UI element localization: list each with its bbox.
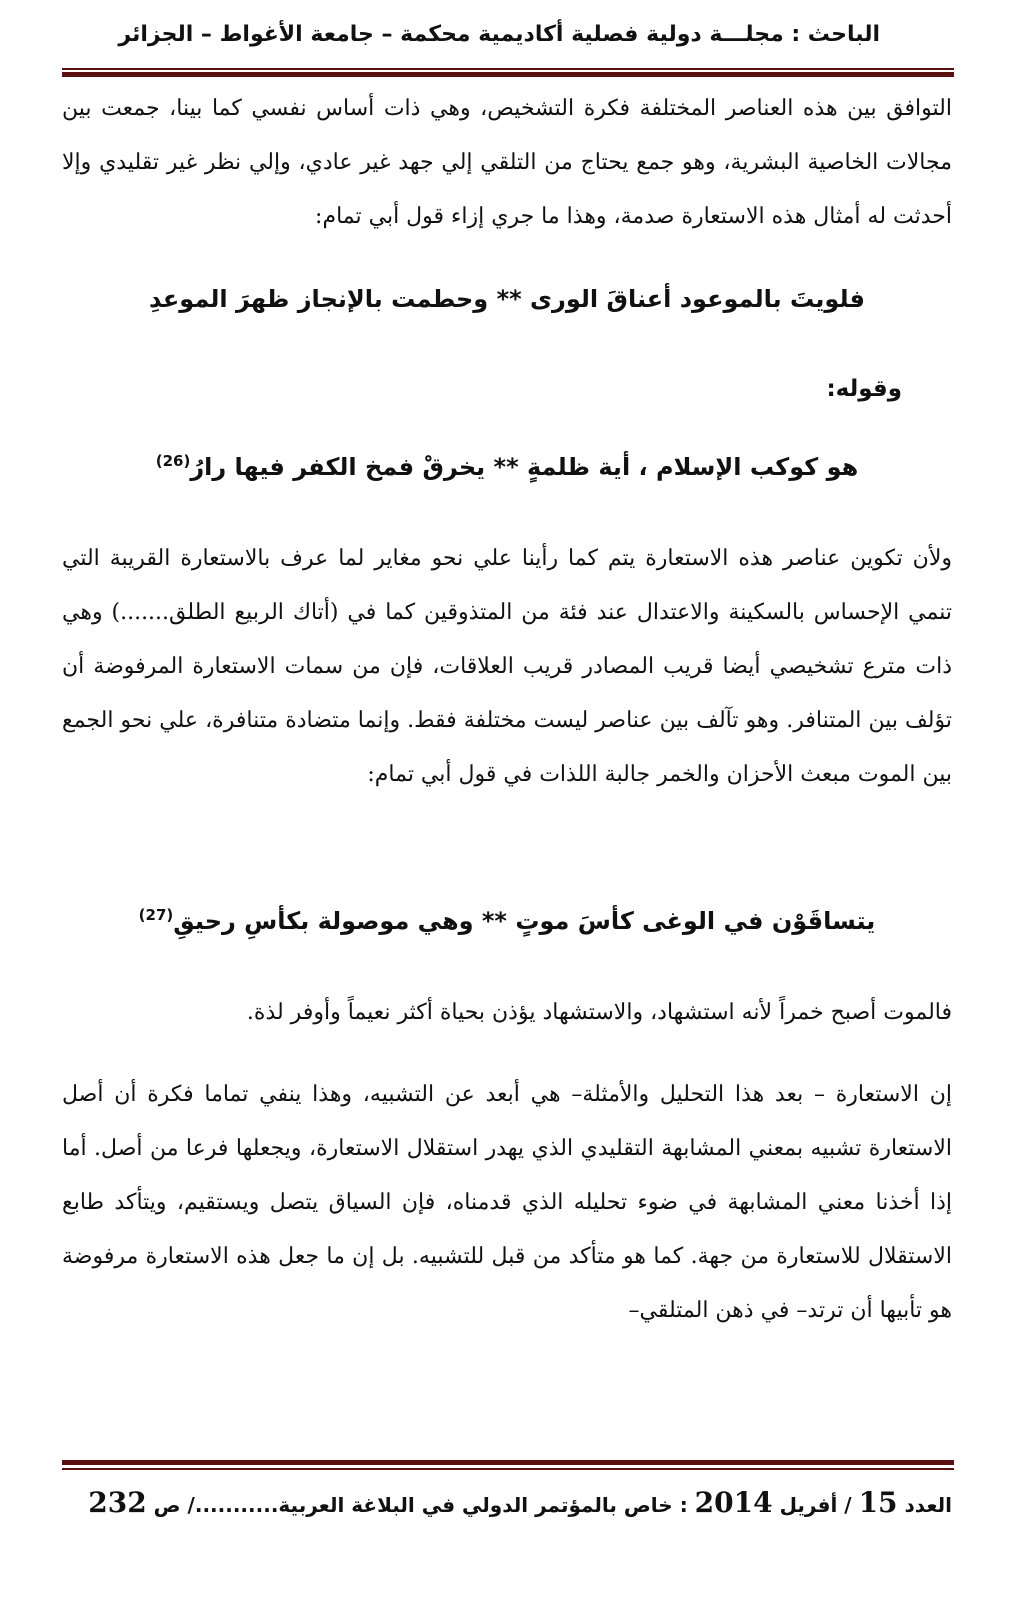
special-issue-note: : خاص بالمؤتمر الدولي في البلاغة العربية.........../ ص <box>153 1493 688 1517</box>
verse-3-text: يتساقَوْن في الوغى كأسَ موتٍ ** وهي موصولة بكأسِ رحيقِ <box>173 907 876 935</box>
page-number: 232 <box>88 1486 147 1519</box>
footnote-ref-26: (26) <box>155 452 191 470</box>
footer-rule-thin <box>62 1468 954 1470</box>
paragraph-3 <box>62 986 952 1040</box>
footnote-ref-27: (27) <box>138 906 174 924</box>
footer-rule-thick <box>62 1460 954 1465</box>
verse-3 <box>62 906 952 935</box>
issue-year: 2014 <box>694 1486 773 1519</box>
issue-label: العدد <box>904 1493 952 1517</box>
paragraph-3-text: فالموت أصبح خمراً لأنه استشهاد، والاستشهاد يؤذن بحياة أكثر نعيماً وأوفر لذة. <box>246 1000 952 1025</box>
paragraph-1 <box>62 82 952 244</box>
header-rule-thick <box>62 72 954 77</box>
verse-1: فلويتَ بالموعود أعناقَ الورى ** وحطمت بالإنجاز ظهرَ الموعدِ <box>149 285 865 313</box>
footer-line <box>62 1486 952 1519</box>
running-header: الباحث : مجلـــة دولية فصلية أكاديمية محكمة – جامعة الأغواط – الجزائر <box>118 22 880 47</box>
paragraph-4-text: إن الاستعارة – بعد هذا التحليل والأمثلة– هي أبعد عن التشبيه، وهذا ينفي تماما فكرة أن أصل الاستعارة تشبيه بمعني المشابهة التقليدي الذي يهدر استقلال الاستعارة، ويجعلها فرعا من أصل. أما إذا أخذنا معني المشابهة في ضوء تحليله الذي قدمناه، فإن السياق يتصل ويستقيم، ويتأكد طابع الاستقلال للاستعارة من جهة. كما هو متأكد من قبل للتشبيه. بل إن ما جعل هذه الاستعارة مرفوضة هو تأبيها أن ترتد– في ذهن المتلقي– <box>62 1082 952 1323</box>
verse-label: وقوله: <box>826 376 902 402</box>
issue-separator: / <box>844 1493 852 1517</box>
paragraph-2 <box>62 532 952 802</box>
verse-2 <box>62 452 952 481</box>
header-rule-thin <box>62 68 954 70</box>
verse-2-text: هو كوكب الإسلام ، أية ظلمةٍ ** يخرقْ فمخ الكفر فيها رارُ <box>190 453 859 481</box>
paragraph-4 <box>62 1068 952 1338</box>
issue-month: أفريل <box>779 1493 838 1517</box>
paragraph-1-text: التوافق بين هذه العناصر المختلفة فكرة التشخيص، وهي ذات أساس نفسي كما بينا، جمعت بين مجالات الخاصية البشرية، وهو جمع يحتاج من التلقي إلي جهد غير عادي، وإلي نظر غير تقليدي وإلا أحدثت له أمثال هذه الاستعارة صدمة، وهذا ما جري إزاء قول أبي تمام: <box>62 96 952 229</box>
paragraph-2-text: ولأن تكوين عناصر هذه الاستعارة يتم كما رأينا علي نحو مغاير لما عرف بالاستعارة القريبة التي تنمي الإحساس بالسكينة والاعتدال عند فئة من المتذوقين كما في (أتاك الربيع الطلق.......) وهي ذات مترع تشخيصي أيضا قريب المصادر قريب العلاقات، فإن من سمات الاستعارة المرفوضة أن تؤلف بين المتنافر. وهو تآلف بين عناصر ليست مختلفة فقط. وإنما متضادة متنافرة، علي نحو الجمع بين الموت مبعث الأحزان والخمر جالبة اللذات في قول أبي تمام: <box>62 546 953 787</box>
issue-number: 15 <box>858 1486 898 1519</box>
